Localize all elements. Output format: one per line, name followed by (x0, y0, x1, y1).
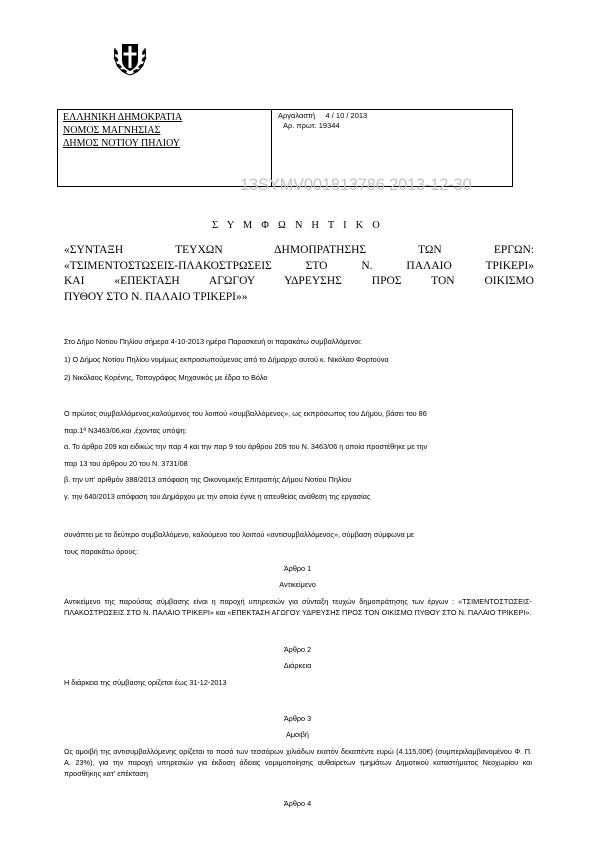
intro-paragraph: Στο Δήμο Νοτίου Πηλίου σήμερα 4-10-2013 ημέρα Παρασκευή οι παρακάτω συμβαλλόμενοι: (64, 337, 362, 346)
article-3-heading: Άρθρο 3 (283, 714, 312, 723)
subject-line: ΠΥΘΟΥ ΣΤΟ Ν. ΠΑΛΑΙΟ ΤΡΙΚΕΡΙ»» (64, 290, 248, 303)
consideration-beta: β. την υπ' αριθμόν 388/2013 απόφαση της Οικονομικής Επιτροπής Δήμου Νοτίου Πηλίου (64, 475, 352, 484)
article-1-title: Αντικείμενο (279, 580, 316, 589)
agreement-line: συνάπτει με το δεύτερο συμβαλλόμενο, καλούμενο του λοιπού «αντισυμβαλλόμενος», σύμβαση σύμφωνα με (64, 530, 415, 539)
first-party-line: Ο πρώτος συμβαλλόμενος,καλούμενος του λοιπού «συμβαλλόμενος», ως εκπρόσωπος του Δήμου, βάσει του 86 (64, 409, 427, 418)
subject-line: «ΤΣΙΜΕΝΤΟΣΤΩΣΕΙΣ-ΠΛΑΚΟΣΤΡΩΣΕΙΣ ΣΤΟ Ν. ΠΑΛΑΙΟ ΤΡΙΚΕΡΙ» (64, 259, 534, 272)
subject-line: «ΣΥΝΤΑΞΗ ΤΕΥΧΩΝ ΔΗΜΟΠΡΑΤΗΣΗΣ ΤΩΝ ΕΡΓΩΝ: (64, 244, 534, 256)
article-1-text: Αντικείμενο της παρούσας σύμβασης είναι η παροχή υπηρεσιών για σύνταξη τευχών δημοπράτησης των έργων : «ΤΣΙΜΕΝΤΟΣΤΩΣΕΙΣ-ΠΛΑΚΟΣΤΡΩΣΕΙΣ ΣΤΟ Ν. ΠΑΛΑΙΟ ΤΡΙΚΕΡΙ» και «ΕΠΕΚΤΑΣΗ ΑΓΩΓΟΥ ΥΔΡΕΥΣΗΣ ΠΡΟΣ ΤΟΝ ΟΙΚΙΣΜΟ ΠΥΘΟΥ ΣΤΟ Ν. ΠΑΛΑΙΟ ΤΡΙΚΕΡΙ». (64, 597, 532, 617)
article-2-title: Διάρκεια (283, 661, 312, 670)
article-4-heading: Άρθρο 4 (283, 799, 312, 808)
article-2-heading: Άρθρο 2 (283, 645, 312, 654)
article-2-text: Η διάρκεια της σύμβασης ορίζεται έως 31-12-2013 (64, 678, 227, 687)
article-3-text: Ως αμοιβή της αντισυμβαλλόμενης ορίζεται το ποσό των τεσσάρων χιλιάδων εκατόν δεκαπέντε ευρώ (4.115,00€) (συμπεριλαμβανομένου Φ. Π. Α. 23%), για την παροχή υπηρεσιών για έκδοση άδειας νομιμοποίησης αυθαίρετων τμημάτων Δημοτικού καταστήματος Νεοχωρίου και προσθήκης κατ' επέκταση (64, 747, 532, 778)
header-divider (271, 110, 272, 186)
consideration-gamma: γ. την 640/2013 απόφαση του Δημάρχου με την οποία έγινε η απευθείας ανάθεση της εργασίας (64, 492, 371, 501)
issuer-line-prefecture: ΝΟΜΟΣ ΜΑΓΝΗΣΙΑΣ (63, 125, 161, 136)
agreement-line: τους παρακάτω όρους: (64, 547, 138, 556)
article-1-heading: Άρθρο 1 (283, 564, 312, 573)
issuer-line-municipality: ΔΗΜΟΣ ΝΟΤΙΟΥ ΠΗΛΙΟΥ (63, 138, 181, 149)
issuer-block (63, 111, 182, 150)
document-title: Σ Υ Μ Φ Ω Ν Η Τ Ι Κ Ο (211, 220, 384, 231)
subject-line: ΚΑΙ «ΕΠΕΚΤΑΣΗ ΑΓΩΓΟΥ ΥΔΡΕΥΣΗΣ ΠΡΟΣ ΤΟΝ ΟΙΚΙΣΜΟ (64, 275, 534, 287)
issuer-line-republic: ΕΛΛΗΝΙΚΗ ΔΗΜΟΚΡΑΤΙΑ (63, 112, 183, 123)
contract-subject (64, 243, 534, 305)
date-protocol-block (278, 111, 367, 131)
article-3-title: Αμοιβή (285, 730, 309, 739)
first-party-line: παρ.1ª Ν3463/06,και ,έχοντας υπόψη: (64, 426, 187, 435)
consideration-alpha-cont: παρ 13 του άρθρου 20 του Ν. 3731/08 (64, 459, 188, 468)
registry-stamp: 13SYMV001813786 2013-12-30 (240, 176, 472, 194)
protocol-line: Αρ. πρωτ. 19344 (283, 121, 340, 130)
date-line: Αργαλαστή 4 / 10 / 2013 (278, 111, 368, 120)
greek-emblem-icon (111, 38, 149, 78)
consideration-alpha: α. Το άρθρο 209 και ειδικώς την παρ 4 και την παρ 9 του άρθρου 209 του Ν. 3463/06 η οποία προστέθηκε με την (64, 442, 428, 451)
party-1: 1) Ο Δήμος Νοτίου Πηλίου νομίμως εκπροσωπούμενος από το Δήμαρχο αυτού κ. Νικόλαο Φορτούνα (64, 355, 389, 364)
party-2: 2) Νικόλαος Κορένης, Τοπογράφος Μηχανικός με έδρα το Βόλο (64, 373, 268, 382)
